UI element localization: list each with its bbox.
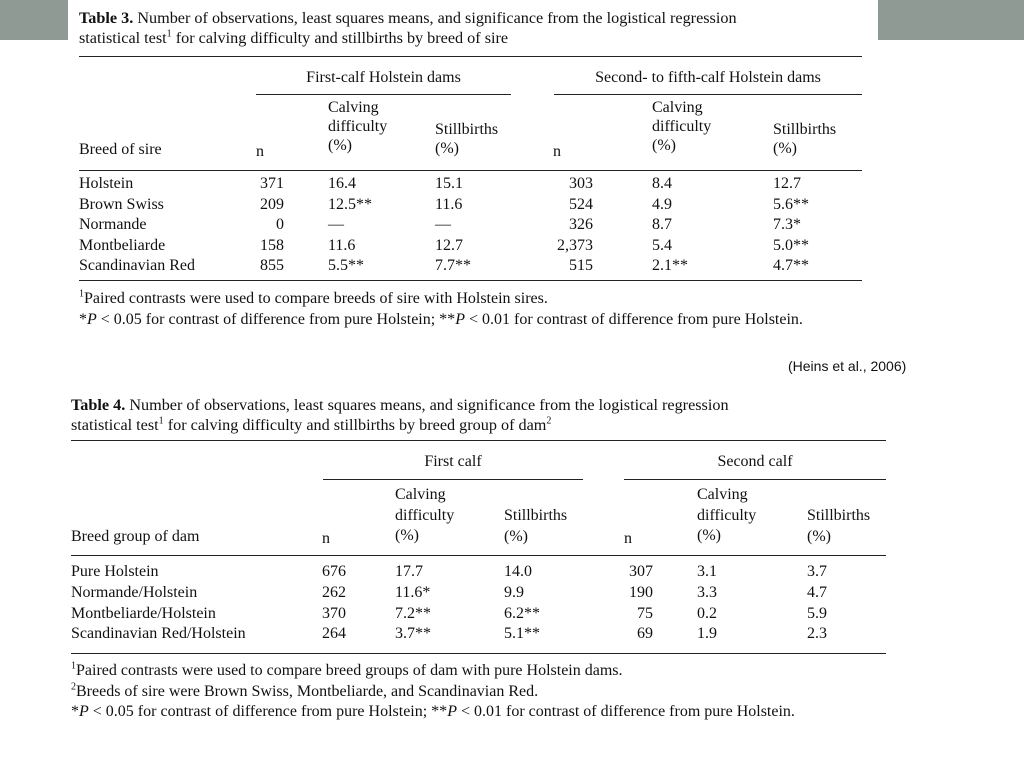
header-line: (%) bbox=[697, 527, 721, 544]
cell-sb1: 14.0 bbox=[504, 563, 532, 580]
cell-breed: Scandinavian Red bbox=[79, 257, 195, 274]
cell-breed: Scandinavian Red/Holstein bbox=[71, 625, 246, 643]
cell-cd2: 8.7 bbox=[652, 216, 672, 233]
header-line: difficulty bbox=[328, 118, 388, 135]
table-4-footnotes bbox=[71, 661, 886, 723]
cell-breed: Pure Holstein bbox=[71, 563, 159, 580]
cell-cd1: 3.7** bbox=[395, 625, 431, 643]
table-4-col-still2 bbox=[807, 506, 870, 547]
note-star: * bbox=[79, 310, 87, 328]
cell-cd2: 3.3 bbox=[697, 583, 717, 601]
table-4-top-rule bbox=[71, 440, 886, 441]
header-line: (%) bbox=[652, 137, 676, 154]
cell-n1: 0 bbox=[276, 216, 284, 233]
cell-n1: 262 bbox=[322, 583, 346, 601]
cell-n1: 264 bbox=[322, 625, 346, 643]
table-4-group-second-calf: Second calf bbox=[717, 453, 793, 470]
cell-cd2: 8.4 bbox=[652, 175, 672, 192]
table-3-group-first-calf: First-calf Holstein dams bbox=[306, 69, 461, 86]
cell-breed: Brown Swiss bbox=[79, 195, 164, 213]
cell-sb1: 9.9 bbox=[504, 583, 524, 601]
table-3-header-rule bbox=[79, 170, 862, 171]
cell-sb1: 12.7 bbox=[435, 236, 463, 254]
cell-cd1: — bbox=[328, 216, 344, 233]
table-4 bbox=[71, 395, 886, 720]
table-3 bbox=[79, 8, 862, 328]
table-4-label: Table 4. bbox=[71, 396, 126, 414]
table-4-bottom-rule bbox=[71, 653, 886, 654]
table-3-caption bbox=[79, 8, 862, 48]
table-3-footnotes bbox=[79, 289, 862, 330]
table-4-group1-rule bbox=[323, 479, 583, 480]
note-sup: 1 bbox=[79, 288, 84, 300]
cell-sb2: 4.7 bbox=[807, 583, 827, 601]
header-line: Calving bbox=[328, 99, 379, 116]
table-3-label: Table 3. bbox=[79, 9, 134, 27]
cell-breed: Holstein bbox=[79, 175, 134, 192]
cell-sb2: 2.3 bbox=[807, 625, 827, 643]
table-4-caption-sup1: 1 bbox=[158, 415, 164, 427]
cell-n2: 69 bbox=[637, 625, 653, 643]
table-4-group-first-calf: First calf bbox=[424, 453, 482, 470]
header-line: Calving bbox=[395, 486, 446, 503]
cell-sb2: 5.9 bbox=[807, 604, 827, 622]
table-3-caption-line1: Number of observations, least squares means, and significance from the logistical regression bbox=[137, 9, 737, 27]
note-text: < 0.05 for contrast of difference from pure Holstein; ** bbox=[96, 310, 456, 328]
cell-n2: 75 bbox=[637, 604, 653, 622]
header-line: (%) bbox=[395, 527, 419, 544]
table-4-col-calving2 bbox=[697, 485, 756, 547]
table-3-col-still2 bbox=[773, 120, 836, 158]
cell-sb2: 5.6** bbox=[773, 195, 809, 213]
cell-sb1: 11.6 bbox=[435, 195, 463, 213]
table-4-note1 bbox=[71, 661, 886, 682]
note-text: < 0.01 for contrast of difference from pure Holstein. bbox=[464, 310, 803, 328]
table-4-col-calving1 bbox=[395, 485, 454, 547]
note-p: P bbox=[455, 310, 465, 328]
header-line: (%) bbox=[328, 137, 352, 154]
header-line: difficulty bbox=[652, 118, 712, 135]
note-sup: 1 bbox=[71, 660, 76, 672]
header-line: difficulty bbox=[697, 506, 757, 524]
cell-n2: 515 bbox=[569, 257, 593, 274]
cell-n2: 326 bbox=[569, 216, 593, 233]
note-text: Paired contrasts were used to compare breeds of sire with Holstein sires. bbox=[84, 290, 548, 307]
header-line: Stillbirths bbox=[504, 507, 568, 524]
header-line: (%) bbox=[435, 140, 459, 157]
table-4-caption-sup2: 2 bbox=[546, 415, 552, 427]
table-4-col-breed: Breed group of dam bbox=[71, 528, 200, 545]
cell-sb1: 5.1** bbox=[504, 625, 540, 643]
cell-sb1: — bbox=[435, 216, 451, 233]
table-3-col-still1 bbox=[435, 120, 498, 158]
table-3-group2-rule bbox=[554, 94, 862, 95]
header-line: (%) bbox=[504, 527, 528, 545]
table-4-col-still1 bbox=[504, 506, 567, 547]
note-text: Paired contrasts were used to compare breed groups of dam with pure Holstein dams. bbox=[76, 662, 623, 679]
cell-breed: Montbeliarde/Holstein bbox=[71, 604, 216, 622]
cell-n1: 209 bbox=[260, 195, 284, 213]
cell-n2: 190 bbox=[629, 583, 653, 601]
table-4-caption bbox=[71, 395, 886, 435]
table-3-bottom-rule bbox=[79, 280, 862, 281]
cell-sb2: 5.0** bbox=[773, 236, 809, 254]
table-3-group1-rule bbox=[256, 94, 511, 95]
cell-cd1: 11.6* bbox=[395, 583, 431, 601]
table-4-caption-line2a: statistical test bbox=[71, 416, 159, 434]
citation: (Heins et al., 2006) bbox=[788, 358, 907, 374]
table-3-col-n1: n bbox=[256, 143, 264, 160]
note-sup: 2 bbox=[71, 681, 76, 693]
table-3-note2 bbox=[79, 310, 862, 331]
table-3-group-second-fifth-calf: Second- to fifth-calf Holstein dams bbox=[595, 69, 821, 86]
cell-n1: 855 bbox=[260, 257, 284, 274]
header-line: (%) bbox=[807, 527, 831, 545]
cell-n2: 303 bbox=[569, 175, 593, 192]
cell-cd2: 2.1** bbox=[652, 257, 688, 274]
cell-cd1: 5.5** bbox=[328, 257, 364, 274]
table-4-caption-line2b: for calving difficulty and stillbirths by breed group of dam bbox=[163, 416, 547, 434]
cell-sb2: 4.7** bbox=[773, 257, 809, 274]
cell-sb1: 6.2** bbox=[504, 604, 540, 622]
cell-sb1: 7.7** bbox=[435, 257, 471, 274]
note-star: * bbox=[71, 703, 79, 720]
cell-n1: 676 bbox=[322, 563, 346, 580]
table-4-group2-rule bbox=[624, 479, 886, 480]
table-4-caption-line1: Number of observations, least squares means, and significance from the logistical regression bbox=[129, 396, 729, 414]
cell-n2: 2,373 bbox=[557, 236, 593, 254]
note-p: P bbox=[79, 703, 89, 720]
note-text: Breeds of sire were Brown Swiss, Montbeliarde, and Scandinavian Red. bbox=[76, 682, 539, 700]
table-4-note2 bbox=[71, 682, 886, 703]
table-3-note1 bbox=[79, 289, 862, 310]
cell-n1: 370 bbox=[322, 604, 346, 622]
table-3-col-calving1 bbox=[328, 98, 387, 155]
cell-cd2: 4.9 bbox=[652, 195, 672, 213]
table-3-col-n2: n bbox=[553, 143, 561, 160]
table-4-header-rule bbox=[71, 555, 886, 556]
table-3-caption-line2a: statistical test bbox=[79, 29, 167, 47]
cell-cd2: 0.2 bbox=[697, 604, 717, 622]
note-text: < 0.01 for contrast of difference from pure Holstein. bbox=[456, 703, 795, 720]
table-3-col-breed: Breed of sire bbox=[79, 141, 162, 158]
table-3-col-calving2 bbox=[652, 98, 711, 155]
table-3-top-rule bbox=[79, 56, 862, 57]
table-4-col-n1: n bbox=[322, 530, 330, 547]
note-p: P bbox=[447, 703, 457, 720]
header-line: Calving bbox=[652, 99, 703, 116]
cell-sb1: 15.1 bbox=[435, 175, 463, 192]
cell-cd1: 7.2** bbox=[395, 604, 431, 622]
note-text: < 0.05 for contrast of difference from pure Holstein; ** bbox=[88, 703, 448, 720]
table-4-col-n2: n bbox=[624, 530, 632, 547]
cell-breed: Normande bbox=[79, 216, 147, 233]
cell-cd1: 17.7 bbox=[395, 563, 423, 580]
cell-sb2: 3.7 bbox=[807, 563, 827, 580]
header-line: Stillbirths bbox=[773, 121, 837, 138]
table-3-caption-line2b: for calving difficulty and stillbirths by breed of sire bbox=[171, 29, 509, 47]
note-p: P bbox=[87, 310, 97, 328]
header-line: Stillbirths bbox=[435, 121, 499, 138]
cell-sb2: 12.7 bbox=[773, 175, 801, 192]
header-line: Stillbirths bbox=[807, 507, 871, 524]
table-4-note3 bbox=[71, 702, 886, 723]
cell-n2: 307 bbox=[629, 563, 653, 580]
cell-breed: Normande/Holstein bbox=[71, 583, 198, 601]
header-line: (%) bbox=[773, 140, 797, 157]
cell-cd1: 16.4 bbox=[328, 175, 356, 192]
cell-cd2: 5.4 bbox=[652, 236, 672, 254]
cell-sb2: 7.3* bbox=[773, 216, 801, 233]
cell-n1: 371 bbox=[260, 175, 284, 192]
cell-cd2: 1.9 bbox=[697, 625, 717, 643]
cell-cd2: 3.1 bbox=[697, 563, 717, 580]
cell-breed: Montbeliarde bbox=[79, 236, 166, 254]
cell-n1: 158 bbox=[260, 236, 284, 254]
cell-cd1: 11.6 bbox=[328, 236, 356, 254]
cell-n2: 524 bbox=[569, 195, 593, 213]
cell-cd1: 12.5** bbox=[328, 195, 372, 213]
header-line: difficulty bbox=[395, 506, 455, 524]
table-3-caption-sup: 1 bbox=[166, 28, 172, 40]
header-line: Calving bbox=[697, 486, 748, 503]
